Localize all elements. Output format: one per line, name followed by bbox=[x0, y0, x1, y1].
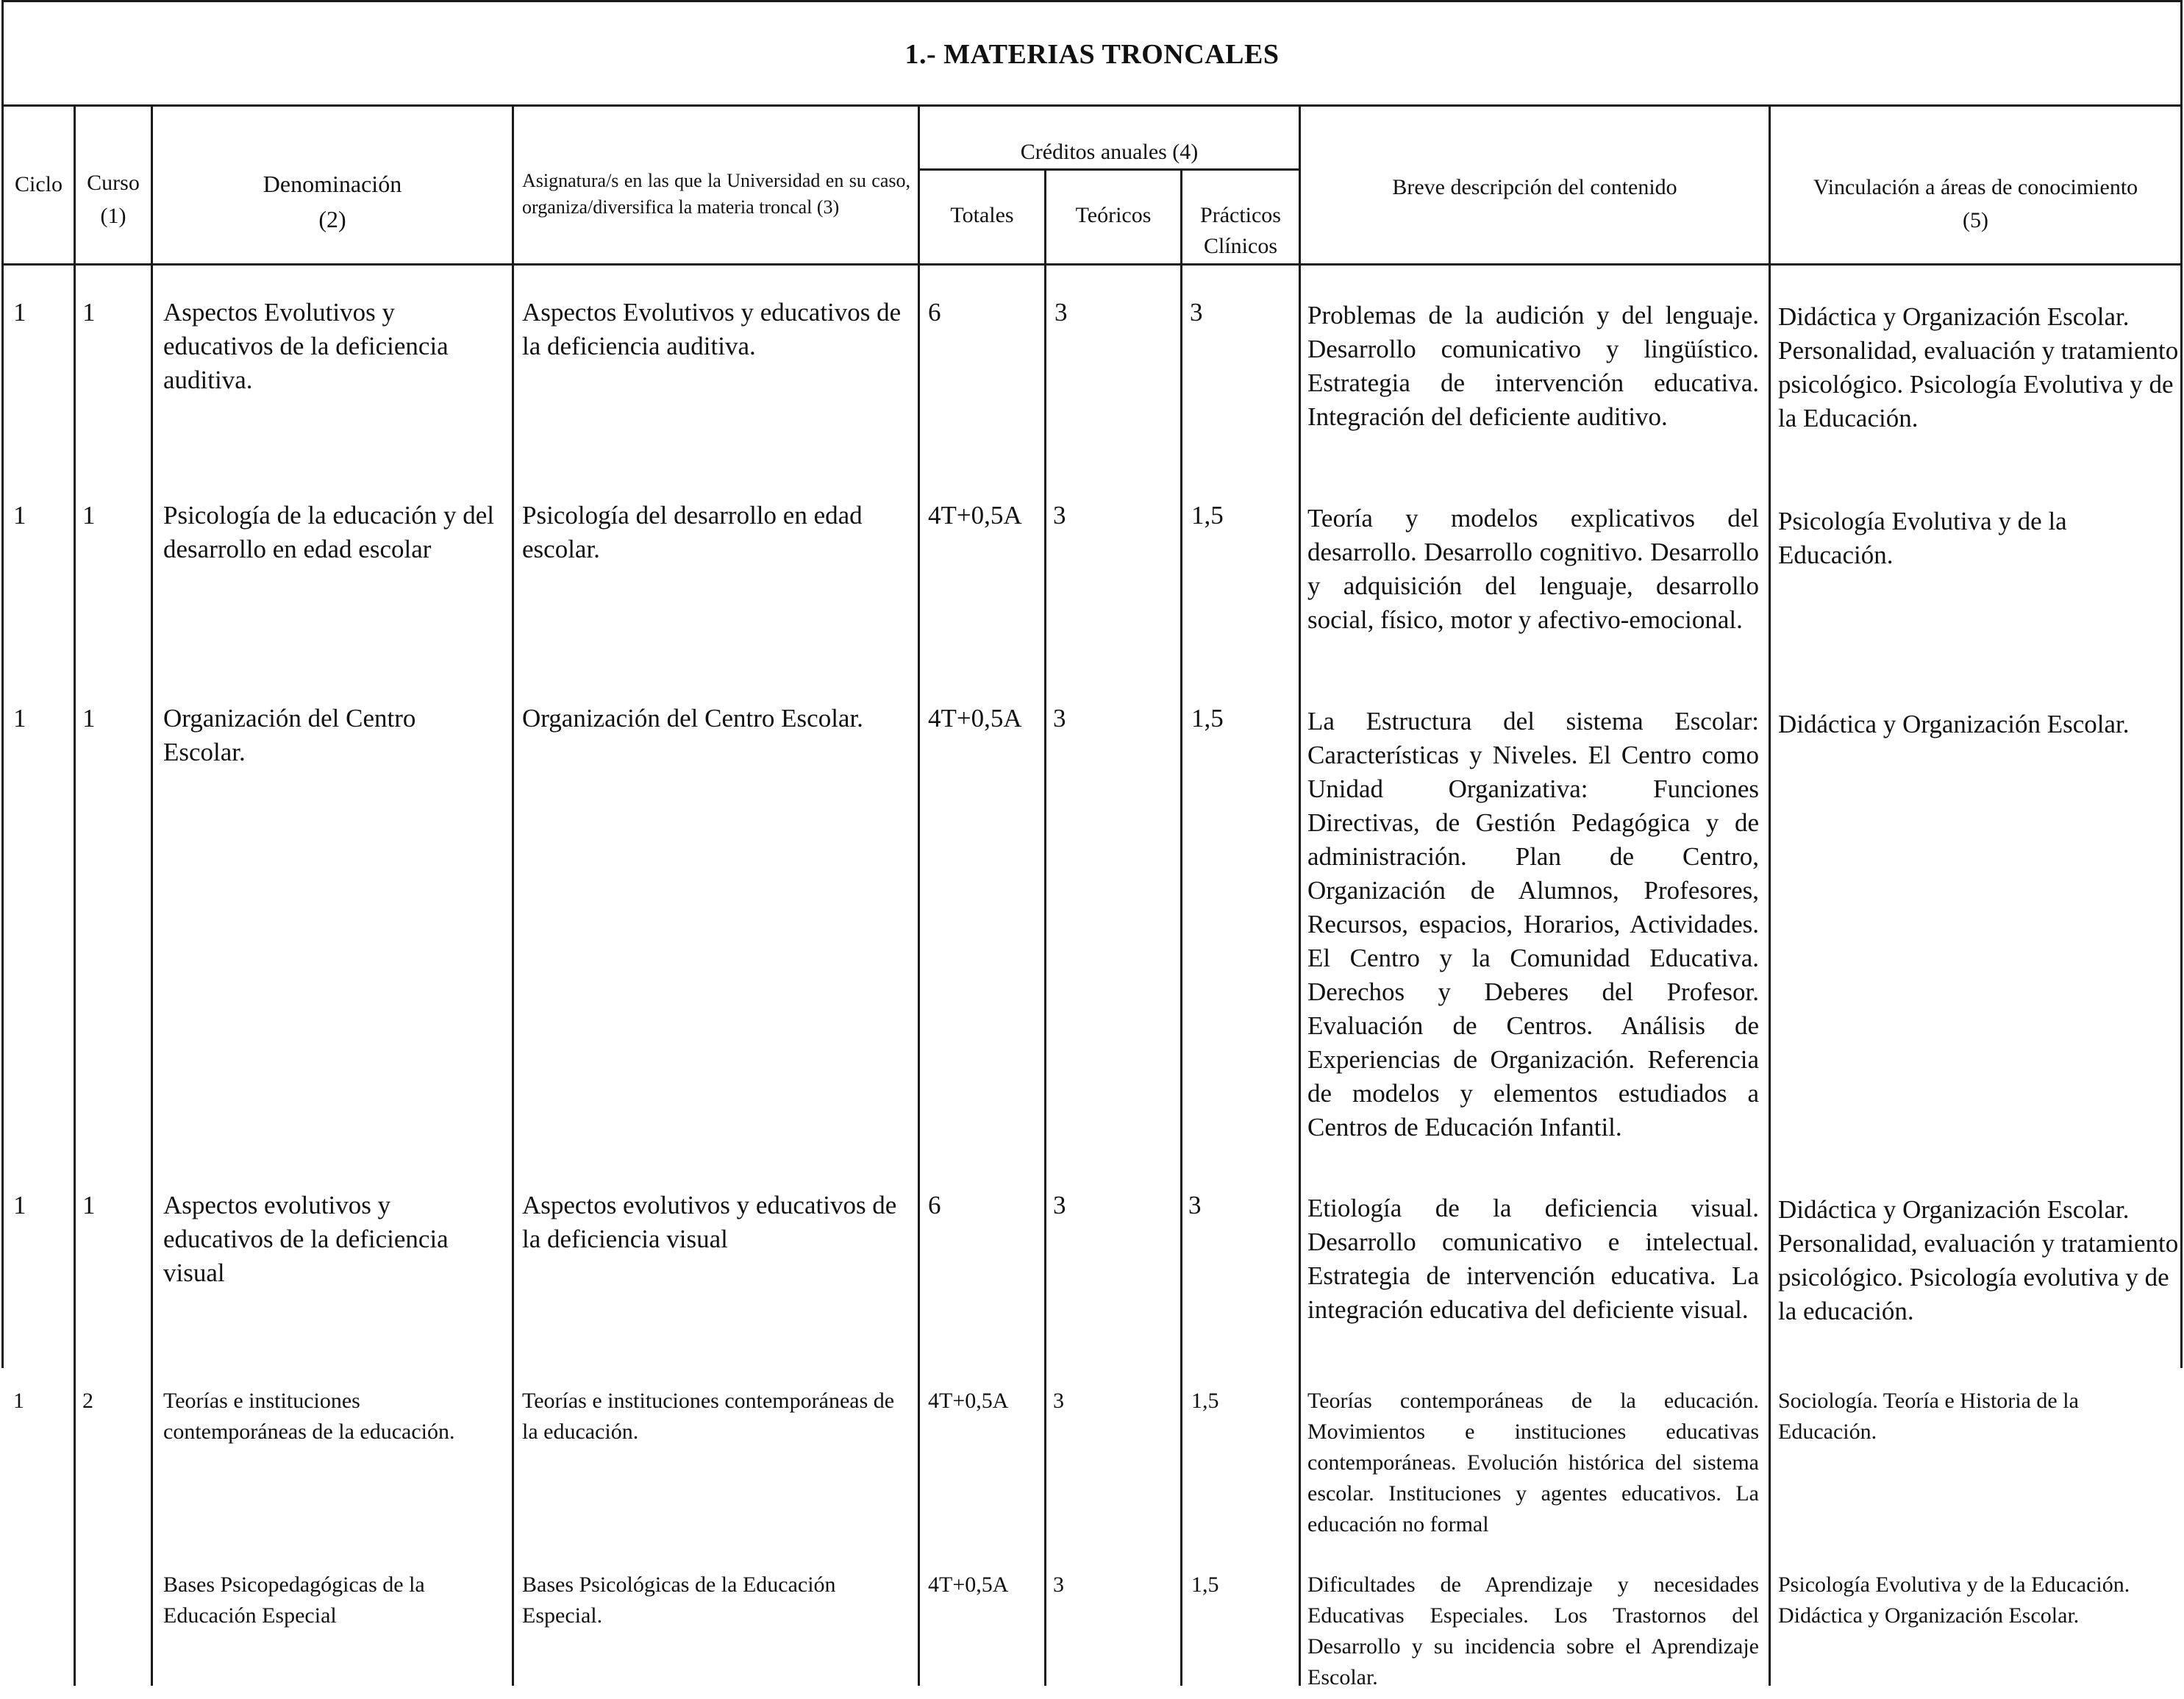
cell-practicos: 1,5 bbox=[1191, 1389, 1219, 1413]
cell-totales: 4T+0,5A bbox=[928, 501, 1022, 530]
cell-denominacion: Aspectos Evolutivos y educativos de la deficiencia auditiva. bbox=[163, 298, 449, 394]
cell-totales: 6 bbox=[928, 298, 941, 327]
header-curso-note: (1) bbox=[100, 204, 126, 228]
cell-teoricos: 3 bbox=[1053, 1191, 1066, 1219]
cell-ciclo: 1 bbox=[13, 501, 26, 530]
cell-descripcion: Dificultades de Aprendizaje y necesidades Educativas Especiales. Los Trastornos del Desarrollo y su incidencia sobre el Aprendizaje Escolar. bbox=[1307, 1572, 1759, 1689]
col-sep-teoricos-practicos bbox=[1180, 168, 1182, 1686]
header-denominacion-note: (2) bbox=[318, 206, 346, 232]
cell-denominacion: Teorías e instituciones contemporáneas de la educación. bbox=[163, 1389, 455, 1444]
cell-practicos: 3 bbox=[1190, 298, 1203, 327]
cell-denominacion: Organización del Centro Escolar. bbox=[163, 704, 416, 766]
cell-ciclo: 1 bbox=[13, 704, 26, 733]
cell-totales: 4T+0,5A bbox=[928, 1389, 1009, 1413]
table-top-border bbox=[1, 0, 2183, 2]
cell-descripcion: Problemas de la audición y del lenguaje. Desarrollo comunicativo y lingüístico. Estrategia de intervención educativa. Integración del deficiente auditivo. bbox=[1307, 301, 1759, 431]
cell-curso: 1 bbox=[82, 1191, 96, 1219]
cell-descripcion: Teorías contemporáneas de la educación. Movimientos e instituciones educativas contemporáneas. Evolución histórica del sistema escolar. Instituciones y agentes educativos. La educación no formal bbox=[1307, 1389, 1759, 1536]
header-vinculacion-label: Vinculación a áreas de conocimiento bbox=[1813, 175, 2138, 199]
header-asignatura: Asignatura/s en las que la Universidad en su caso, organiza/diversifica la materia troncal (3) bbox=[522, 170, 910, 218]
cell-teoricos: 3 bbox=[1053, 501, 1066, 530]
creditos-subheader-border bbox=[918, 168, 1300, 171]
title-bottom-border bbox=[1, 104, 2183, 107]
header-vinculacion bbox=[1771, 171, 2180, 237]
cell-ciclo: 1 bbox=[13, 1191, 26, 1219]
col-sep-asignatura-totales bbox=[918, 104, 920, 1686]
cell-denominacion: Aspectos evolutivos y educativos de la deficiencia visual bbox=[163, 1191, 449, 1287]
cell-asignatura: Bases Psicológicas de la Educación Especial. bbox=[522, 1572, 836, 1628]
header-creditos: Créditos anuales (4) bbox=[1020, 140, 1199, 164]
section-title: 1.- MATERIAS TRONCALES bbox=[904, 39, 1280, 70]
cell-descripcion: La Estructura del sistema Escolar: Características y Niveles. El Centro como Unidad Organizativa: Funciones Directivas, de Gestión Pedagógica y de administración. Plan de Centro, Organización de Alumnos, Profesores, Recursos, espacios, Horarios, Actividades. El Centro y la Comunidad Educativa. Derechos y Deberes del Profesor. Evaluación de Centros. Análisis de Experiencias de Organización. Referencia de modelos y elementos estudiados a Centros de Educación Infantil. bbox=[1307, 707, 1759, 1141]
cell-teoricos: 3 bbox=[1053, 704, 1066, 733]
header-practicos: Prácticos Clínicos bbox=[1200, 203, 1281, 258]
cell-ciclo: 1 bbox=[13, 298, 26, 327]
cell-curso: 1 bbox=[82, 298, 96, 327]
cell-curso: 1 bbox=[82, 704, 96, 733]
table-left-border bbox=[1, 0, 4, 1368]
col-sep-descripcion-vinculacion bbox=[1769, 104, 1771, 1686]
cell-asignatura: Organización del Centro Escolar. bbox=[522, 704, 863, 733]
cell-vinculacion: Sociología. Teoría e Historia de la Educación. bbox=[1778, 1389, 2079, 1444]
cell-curso: 1 bbox=[82, 501, 96, 530]
cell-practicos: 1,5 bbox=[1191, 1572, 1219, 1597]
header-curso-label: Curso bbox=[87, 171, 140, 195]
cell-totales: 4T+0,5A bbox=[928, 704, 1022, 733]
cell-denominacion: Bases Psicopedagógicas de la Educación Especial bbox=[163, 1572, 425, 1628]
cell-asignatura: Psicología del desarrollo en edad escolar. bbox=[522, 501, 863, 563]
header-denominacion bbox=[153, 166, 512, 237]
col-sep-practicos-descripcion bbox=[1299, 104, 1301, 1686]
cell-totales: 4T+0,5A bbox=[928, 1572, 1009, 1597]
header-curso bbox=[76, 166, 151, 232]
header-descripcion: Breve descripción del contenido bbox=[1392, 175, 1677, 199]
cell-asignatura: Aspectos Evolutivos y educativos de la deficiencia auditiva. bbox=[522, 298, 902, 360]
cell-totales: 6 bbox=[928, 1191, 941, 1219]
cell-teoricos: 3 bbox=[1054, 298, 1068, 327]
cell-vinculacion: Psicología Evolutiva y de la Educación. bbox=[1778, 507, 2067, 569]
cell-teoricos: 3 bbox=[1053, 1572, 1064, 1597]
cell-teoricos: 3 bbox=[1053, 1389, 1064, 1413]
col-sep-denominacion-asignatura bbox=[512, 104, 514, 1686]
header-teoricos: Teóricos bbox=[1075, 203, 1152, 227]
cell-curso: 2 bbox=[82, 1389, 93, 1413]
table-right-border bbox=[2180, 0, 2183, 1368]
cell-practicos: 3 bbox=[1188, 1191, 1202, 1219]
col-sep-totales-teoricos bbox=[1044, 168, 1046, 1686]
header-denominacion-label: Denominación bbox=[263, 171, 402, 197]
col-sep-curso-denominacion bbox=[151, 104, 153, 1686]
cell-denominacion: Psicología de la educación y del desarrollo en edad escolar bbox=[163, 501, 494, 563]
cell-asignatura: Teorías e instituciones contemporáneas de la educación. bbox=[522, 1389, 895, 1444]
cell-descripcion: Etiología de la deficiencia visual. Desarrollo comunicativo e intelectual. Estrategia de intervención educativa. La integración educativa del deficiente visual. bbox=[1307, 1194, 1759, 1324]
cell-descripcion: Teoría y modelos explicativos del desarrollo. Desarrollo cognitivo. Desarrollo y adquisición del lenguaje, desarrollo social, físico, motor y afectivo-emocional. bbox=[1307, 504, 1759, 634]
cell-vinculacion: Didáctica y Organización Escolar. Personalidad, evaluación y tratamiento psicológico. Psicología Evolutiva y de la Educación. bbox=[1778, 302, 2179, 432]
cell-ciclo: 1 bbox=[13, 1389, 24, 1413]
cell-practicos: 1,5 bbox=[1191, 704, 1224, 733]
col-sep-ciclo-curso bbox=[74, 104, 76, 1686]
cell-practicos: 1,5 bbox=[1191, 501, 1224, 530]
header-totales: Totales bbox=[950, 203, 1014, 227]
cell-vinculacion: Psicología Evolutiva y de la Educación. Didáctica y Organización Escolar. bbox=[1778, 1572, 2130, 1628]
cell-vinculacion: Didáctica y Organización Escolar. bbox=[1778, 710, 2130, 738]
cell-asignatura: Aspectos evolutivos y educativos de la deficiencia visual bbox=[522, 1191, 897, 1253]
cell-vinculacion: Didáctica y Organización Escolar. Personalidad, evaluación y tratamiento psicológico. Psicología evolutiva y de la educación. bbox=[1778, 1195, 2179, 1325]
header-bottom-border bbox=[1, 263, 2183, 266]
header-ciclo: Ciclo bbox=[15, 172, 63, 196]
header-vinculacion-note: (5) bbox=[1963, 208, 1988, 232]
